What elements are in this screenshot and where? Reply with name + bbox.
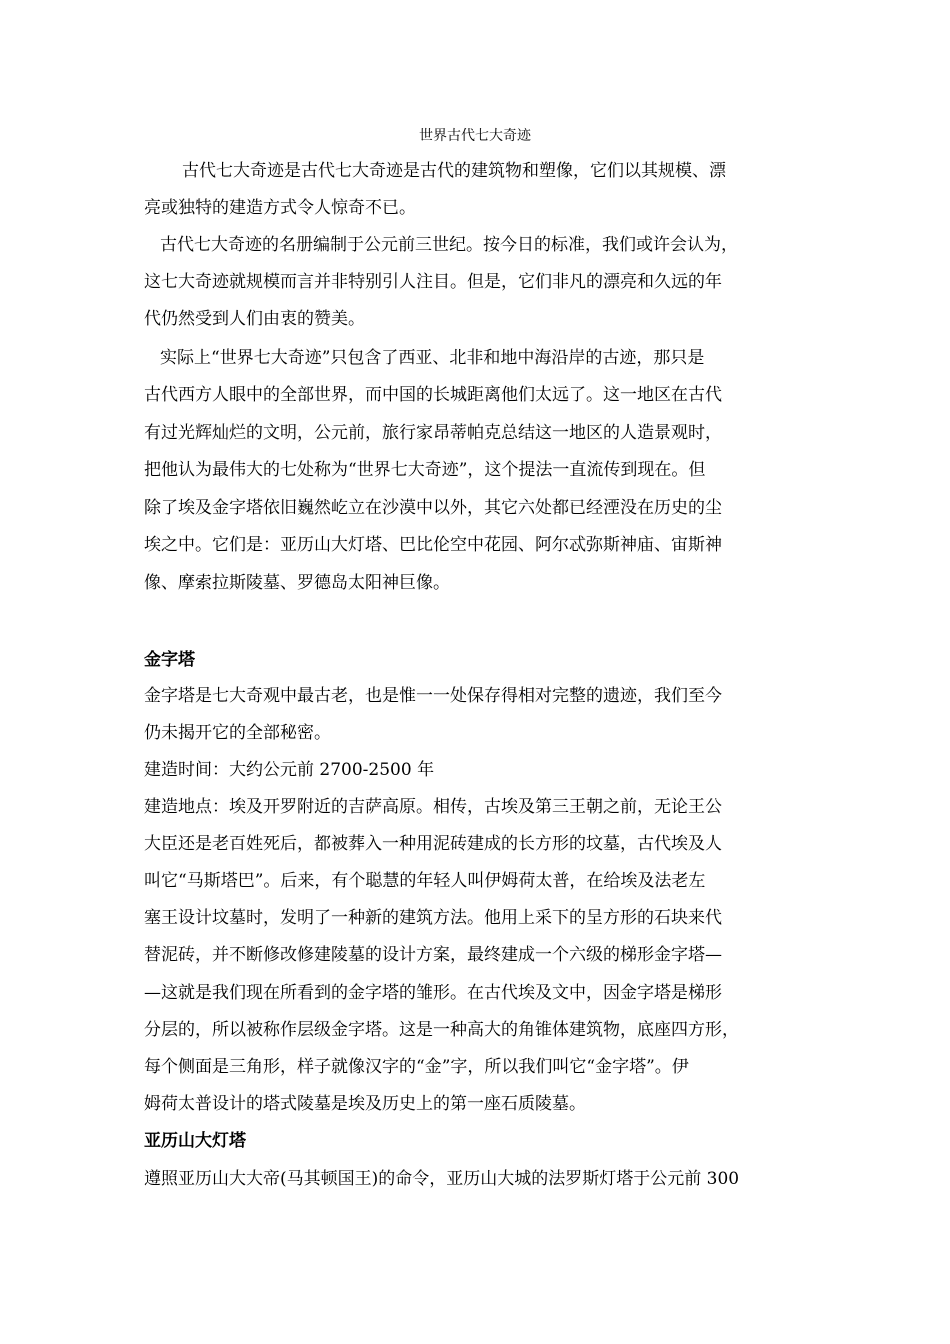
pyramid-line-6: 叫它“马斯塔巴”。后来，有个聪慧的年轻人叫伊姆荷太普，在给埃及法老左 <box>144 871 706 891</box>
pyramid-line-12: 姆荷太普设计的塔式陵墓是埃及历史上的第一座石质陵墓。 <box>144 1094 586 1114</box>
lighthouse-line-1: 遵照亚历山大大帝(马其顿国王)的命令，亚历山大城的法罗斯灯塔于公元前 300 <box>144 1169 740 1189</box>
pyramid-line-1: 金字塔是七大奇观中最古老，也是惟一一处保存得相对完整的遗迹，我们至今 <box>144 686 722 706</box>
pyramid-line-8: 替泥砖，并不断修改修建陵墓的设计方案，最终建成一个六级的梯形金字塔— <box>144 945 722 965</box>
pyramid-line-5: 大臣还是老百姓死后，都被葬入一种用泥砖建成的长方形的坟墓，古代埃及人 <box>144 834 722 854</box>
intro-line-11: 埃之中。它们是：亚历山大灯塔、巴比伦空中花园、阿尔忒弥斯神庙、宙斯神 <box>144 535 722 555</box>
intro-line-5: 代仍然受到人们由衷的赞美。 <box>144 309 365 329</box>
intro-line-9: 把他认为最伟大的七处称为“世界七大奇迹”，这个提法一直流传到现在。但 <box>144 460 706 480</box>
pyramid-line-4: 建造地点：埃及开罗附近的吉萨高原。相传，古埃及第三王朝之前，无论王公 <box>144 797 722 817</box>
pyramid-line-3: 建造时间：大约公元前 2700-2500 年 <box>144 760 435 780</box>
intro-line-7: 古代西方人眼中的全部世界，而中国的长城距离他们太远了。这一地区在古代 <box>144 385 722 405</box>
lighthouse-heading: 亚历山大灯塔 <box>144 1131 246 1151</box>
pyramid-line-9: —这就是我们现在所看到的金字塔的雏形。在古代埃及文中，因金字塔是梯形 <box>144 983 722 1003</box>
intro-line-4: 这七大奇迹就规模而言并非特别引人注目。但是，它们非凡的漂亮和久远的年 <box>144 272 722 292</box>
pyramid-line-11: 每个侧面是三角形，样子就像汉字的“金”字，所以我们叫它“金字塔”。伊 <box>144 1057 689 1077</box>
intro-line-8: 有过光辉灿烂的文明，公元前，旅行家昂蒂帕克总结这一地区的人造景观时， <box>144 423 722 443</box>
intro-line-6: 实际上“世界七大奇迹”只包含了西亚、北非和地中海沿岸的古迹，那只是 <box>160 348 705 368</box>
pyramid-heading: 金字塔 <box>144 650 195 670</box>
pyramid-line-10: 分层的，所以被称作层级金字塔。这是一种高大的角锥体建筑物，底座四方形， <box>144 1020 739 1040</box>
intro-line-10: 除了埃及金字塔依旧巍然屹立在沙漠中以外，其它六处都已经湮没在历史的尘 <box>144 498 722 518</box>
document-title: 世界古代七大奇迹 <box>419 128 531 144</box>
intro-line-1: 古代七大奇迹是古代七大奇迹是古代的建筑物和塑像，它们以其规模、漂 <box>182 161 726 181</box>
pyramid-line-7: 塞王设计坟墓时，发明了一种新的建筑方法。他用上采下的呈方形的石块来代 <box>144 908 722 928</box>
intro-line-2: 亮或独特的建造方式令人惊奇不已。 <box>144 198 416 218</box>
intro-line-12: 像、摩索拉斯陵墓、罗德岛太阳神巨像。 <box>144 573 450 593</box>
intro-line-3: 古代七大奇迹的名册编制于公元前三世纪。按今日的标准，我们或许会认为， <box>160 235 738 255</box>
pyramid-line-2: 仍未揭开它的全部秘密。 <box>144 723 331 743</box>
